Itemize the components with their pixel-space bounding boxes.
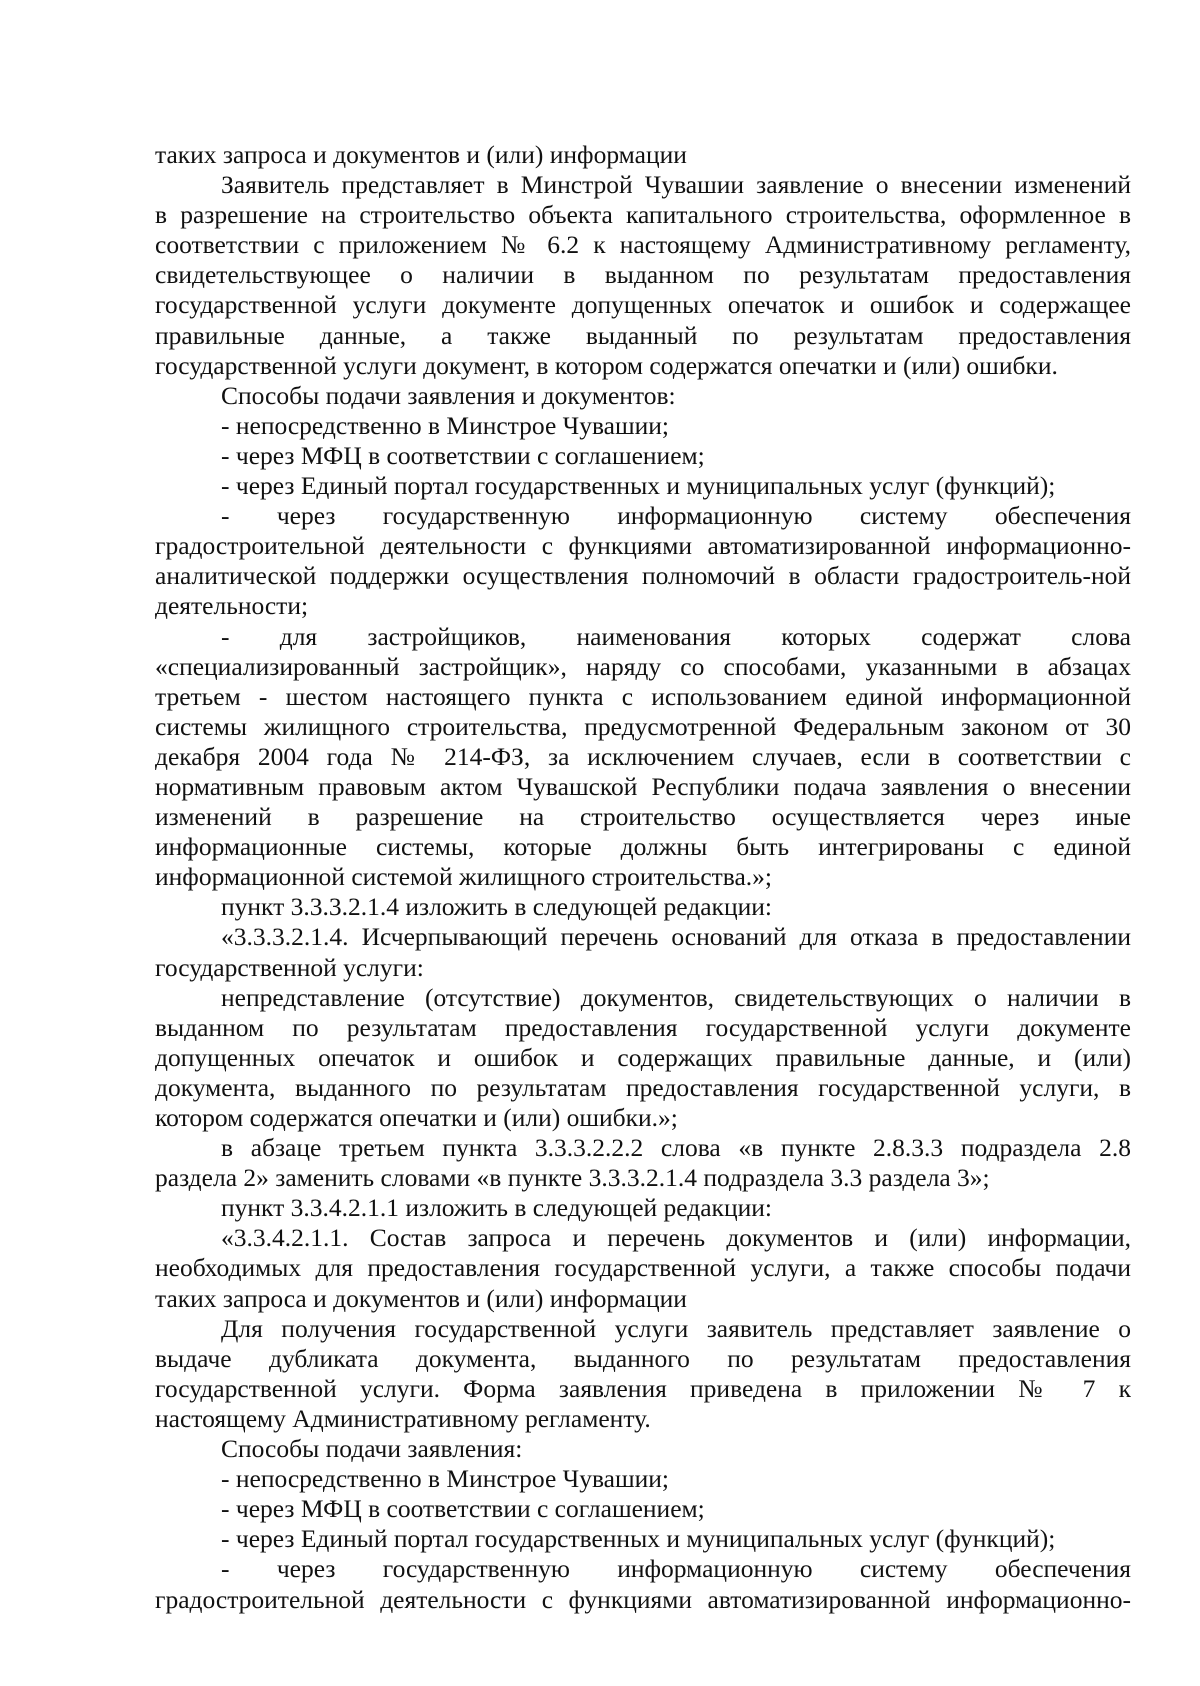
text-line: нормативным правовым актом Чувашской Республики подача заявления о внесении: [155, 771, 1131, 801]
text-line: соответствии с приложением № 6.2 к настоящему Административному регламенту,: [155, 230, 1131, 260]
text-line: «3.3.4.2.1.1. Состав запроса и перечень документов и (или) информации,: [221, 1223, 1131, 1253]
text-line: выданном по результатам предоставления государственной услуги документе: [155, 1012, 1131, 1042]
text-line: градостроительной деятельности с функциями автоматизированной информационно-: [155, 1584, 1131, 1614]
text-line: государственной услуги:: [155, 952, 424, 982]
text-line: в разрешение на строительство объекта капитального строительства, оформленное в: [155, 200, 1131, 230]
text-line: - через государственную информационную систему обеспечения: [221, 1554, 1131, 1584]
text-line: государственной услуги. Форма заявления приведена в приложении № 7 к: [155, 1373, 1131, 1403]
text-line: Способы подачи заявления и документов:: [221, 380, 676, 410]
text-line: документа, выданного по результатам предоставления государственной услуги, в: [155, 1072, 1131, 1102]
text-line: таких запроса и документов и (или) информации: [155, 140, 687, 169]
text-line: третьем - шестом настоящего пункта с использованием единой информационной: [155, 681, 1131, 711]
text-line: необходимых для предоставления государственной услуги, а также способы подачи: [155, 1253, 1131, 1283]
text-line: - непосредственно в Минстрое Чувашии;: [221, 1464, 669, 1494]
text-line: государственной услуги документ, в котором содержатся опечатки и (или) ошибки.: [155, 350, 1058, 380]
text-line: допущенных опечаток и ошибок и содержащих правильные данные, и (или): [155, 1042, 1131, 1072]
text-line: градостроительной деятельности с функциями автоматизированной информационно-: [155, 531, 1131, 561]
text-line: изменений в разрешение на строительство осуществляется через иные: [155, 802, 1131, 832]
text-line: - через государственную информационную систему обеспечения: [221, 501, 1131, 531]
text-line: Заявитель представляет в Минстрой Чувашии заявление о внесении изменений: [221, 170, 1131, 200]
text-line: - через МФЦ в соответствии с соглашением;: [221, 440, 705, 470]
text-line: аналитической поддержки осуществления полномочий в области градостроитель-ной: [155, 561, 1131, 591]
text-line: декабря 2004 года № 214-ФЗ, за исключением случаев, если в соответствии с: [155, 741, 1131, 771]
text-line: - через Единый портал государственных и муниципальных услуг (функций);: [221, 471, 1056, 501]
text-line: государственной услуги документе допущенных опечаток и ошибок и содержащее: [155, 290, 1131, 320]
document-body: [155, 140, 1131, 1615]
text-line: котором содержатся опечатки и (или) ошибки.»;: [155, 1103, 678, 1132]
text-line: системы жилищного строительства, предусмотренной Федеральным законом от 30: [155, 711, 1131, 741]
text-line: «специализированный застройщик», наряду со способами, указанными в абзацах: [155, 651, 1131, 681]
text-line: «3.3.3.2.1.4. Исчерпывающий перечень оснований для отказа в предоставлении: [221, 922, 1131, 952]
text-line: Для получения государственной услуги заявитель представляет заявление о: [221, 1313, 1131, 1343]
text-line: правильные данные, а также выданный по результатам предоставления: [155, 320, 1131, 350]
text-line: выдаче дубликата документа, выданного по результатам предоставления: [155, 1343, 1131, 1373]
text-line: настоящему Административному регламенту.: [155, 1403, 651, 1433]
text-line: - через Единый портал государственных и муниципальных услуг (функций);: [221, 1524, 1056, 1554]
text-line: свидетельствующее о наличии в выданном по результатам предоставления: [155, 260, 1131, 290]
text-line: информационные системы, которые должны быть интегрированы с единой: [155, 832, 1131, 862]
text-line: пункт 3.3.3.2.1.4 изложить в следующей редакции:: [221, 892, 772, 922]
text-line: таких запроса и документов и (или) информации: [155, 1283, 687, 1313]
text-line: - через МФЦ в соответствии с соглашением;: [221, 1494, 705, 1524]
text-line: информационной системой жилищного строительства.»;: [155, 862, 773, 892]
text-line: Способы подачи заявления:: [221, 1434, 523, 1464]
text-line: раздела 2» заменить словами «в пункте 3.3.3.2.1.4 подраздела 3.3 раздела 3»;: [155, 1163, 990, 1193]
text-line: пункт 3.3.4.2.1.1 изложить в следующей редакции:: [221, 1193, 772, 1223]
text-line: деятельности;: [155, 591, 309, 621]
text-line: - непосредственно в Минстрое Чувашии;: [221, 410, 669, 440]
text-line: - для застройщиков, наименования которых содержат слова: [221, 621, 1131, 651]
text-line: непредставление (отсутствие) документов, свидетельствующих о наличии в: [221, 982, 1131, 1012]
text-line: в абзаце третьем пункта 3.3.3.2.2.2 слова «в пункте 2.8.3.3 подраздела 2.8: [221, 1133, 1131, 1163]
